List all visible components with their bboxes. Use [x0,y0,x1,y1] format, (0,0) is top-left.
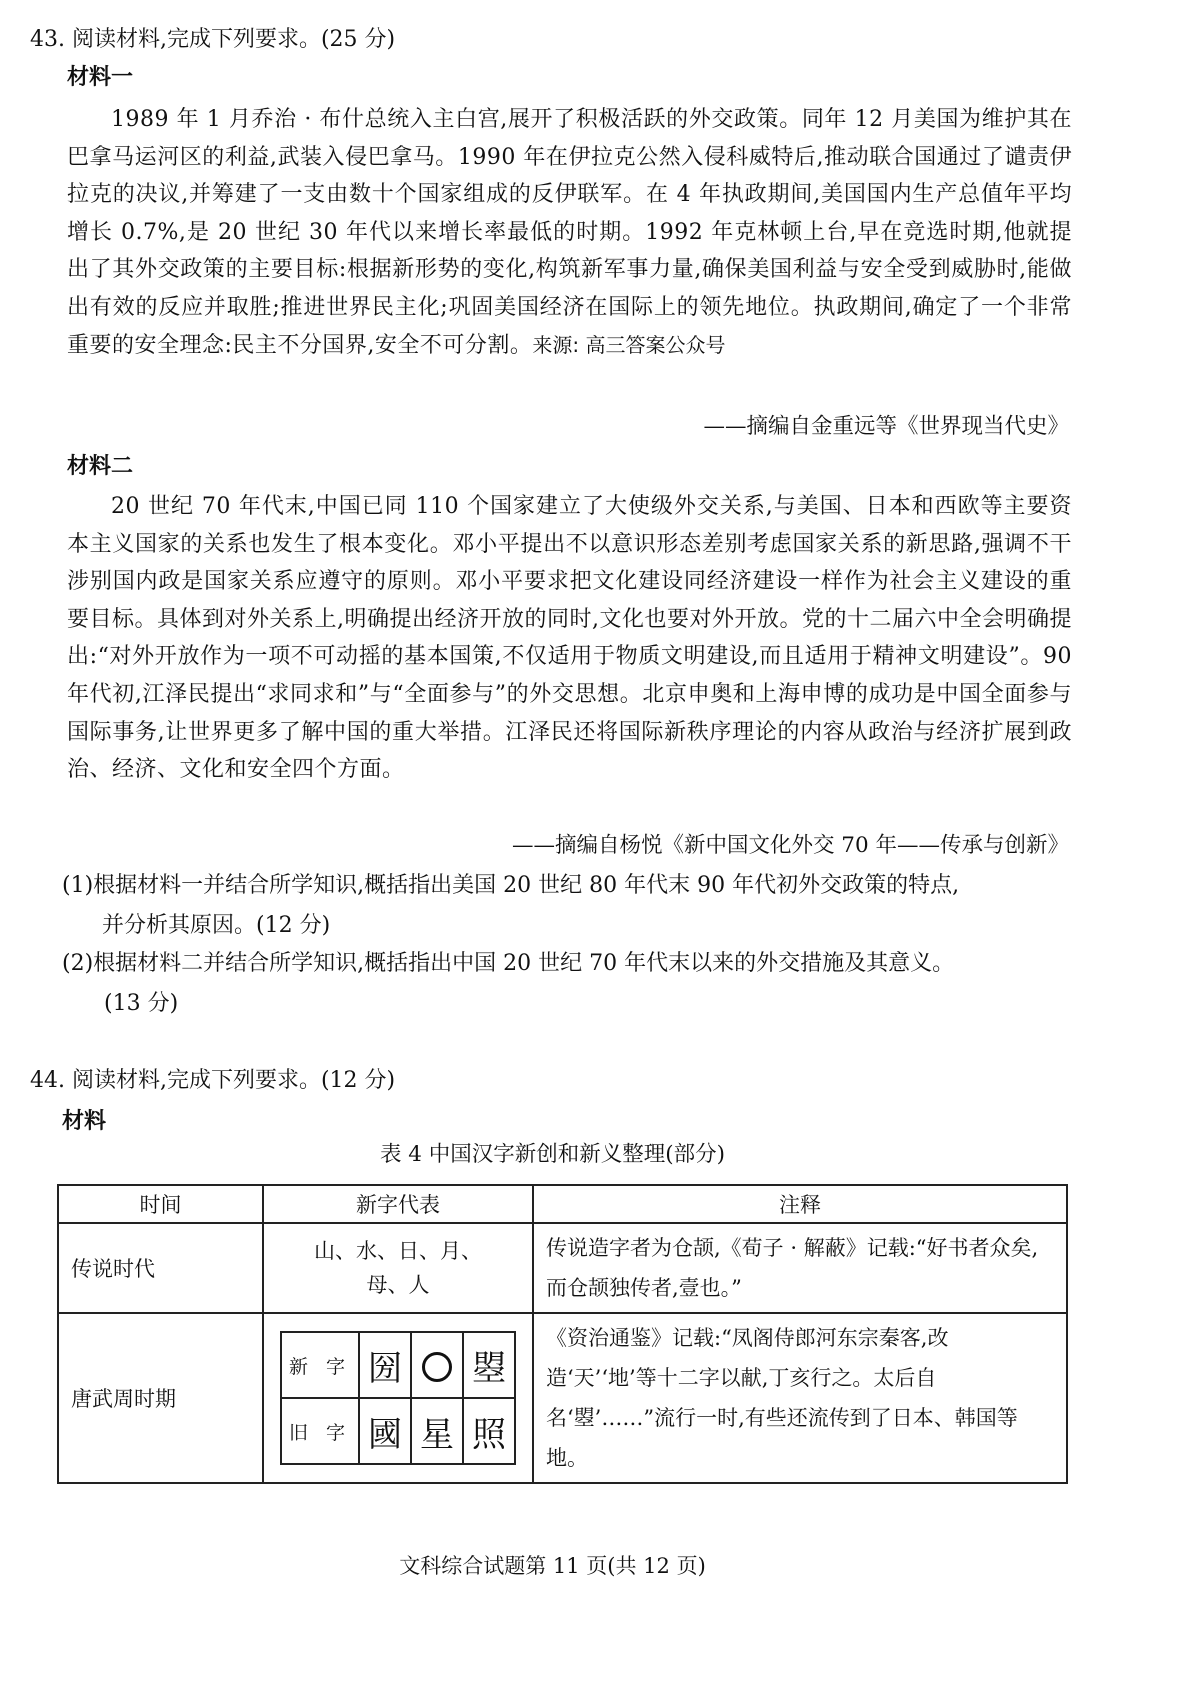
new-char-xing [411,1332,463,1398]
q43-sub2-line1: (2)根据材料二并结合所学知识,概括指出中国 20 世纪 70 年代末以来的外交措施及其意义。 [62,951,955,976]
new-char-guo: 圀 [359,1332,411,1398]
header-new-chars: 新字代表 [263,1185,533,1223]
watermark-text: 来源: 高三答案公众号 [532,332,726,357]
q43-material2-label: 材料二 [67,454,134,479]
q43-material1-body: 1989 年 1 月乔治 · 布什总统入主白宫,展开了积极活跃的外交政策。同年 12 月美国为维护其在巴拿马运河区的利益,武装入侵巴拿马。1990 年在伊拉克公然入侵科威特后,推动联合国通过了谴责伊拉克的决议,并筹建了一支由数十个国家组成的反伊联军。在 4 年执政期间,美国国内生产总值年平均增长 0.7%,是 20 世纪 30 年代以来增长率最低的时期。1992 年克林顿上台,早在竞选时期,他就提出了其外交政策的主要目标:根据新形势的变化,构筑新军事力量,确保美国利益与安全受到威胁时,能做出有效的反应并取胜;推进世界民主化;巩固美国经济在国际上的领先地位。执政期间,确定了一个非常重要的安全理念:民主不分国界,安全不可分割。 [67,107,1072,358]
q43-title: 43. 阅读材料,完成下列要求。(25 分) [30,27,396,52]
q43-material1-label: 材料一 [67,65,134,90]
q43-material1-source: ——摘编自金重远等《世界现当代史》 [703,414,1069,439]
q43-subquestion-1 [62,866,1072,946]
row1-period: 传说时代 [58,1223,263,1313]
row2-note: 《资治通鉴》记载:“凤阁侍郎河东宗秦客,改造‘天’‘地’等十二字以献,丁亥行之。太后自名‘曌’……”流行一时,有些还流传到了日本、韩国等地。 [533,1313,1067,1483]
old-char-label: 旧 字 [281,1398,359,1464]
header-period: 时间 [58,1185,263,1223]
table-row [58,1223,1067,1313]
char-comparison-grid [280,1331,516,1465]
header-note: 注释 [533,1185,1067,1223]
q44-material-label: 材料 [62,1109,107,1134]
old-char-xing: 星 [411,1398,463,1464]
row1-chars-line2: 母、人 [366,1273,430,1297]
q43-sub1-line1: (1)根据材料一并结合所学知识,概括指出美国 20 世纪 80 年代末 90 年代初外交政策的特点, [62,873,960,898]
old-char-row [281,1398,515,1464]
circle-char-icon [422,1352,452,1382]
page-footer: 文科综合试题第 11 页(共 12 页) [399,1554,706,1578]
row1-note: 传说造字者为仓颉,《荀子 · 解蔽》记载:“好书者众矣,而仓颉独传者,壹也。” [533,1223,1067,1313]
old-char-guo: 國 [359,1398,411,1464]
q43-material2-text: 20 世纪 70 年代末,中国已同 110 个国家建立了大使级外交关系,与美国、日本和西欧等主要资本主义国家的关系也发生了根本变化。邓小平提出不以意识形态差别考虑国家关系的新思路,强调不干涉别国内政是国家关系应遵守的原则。邓小平要求把文化建设同经济建设一样作为社会主义建设的重要目标。具体到对外关系上,明确提出经济开放的同时,文化也要对外开放。党的十二届六中全会明确提出:“对外开放作为一项不可动摇的基本国策,不仅适用于物质文明建设,而且适用于精神文明建设”。90 年代初,江泽民提出“求同求和”与“全面参与”的外交思想。北京申奥和上海申博的成功是中国全面参与国际事务,让世界更多了解中国的重大举措。江泽民还将国际新秩序理论的内容从政治与经济扩展到政治、经济、文化和安全四个方面。 [67,494,1072,783]
table-row [58,1313,1067,1483]
q43-sub2-line2: (13 分) [104,991,179,1016]
row2-period: 唐武周时期 [58,1313,263,1483]
new-char-zhao: 曌 [463,1332,515,1398]
q43-material2-source: ——摘编自杨悦《新中国文化外交 70 年——传承与创新》 [511,833,1069,858]
new-char-row [281,1332,515,1398]
q43-sub1-line2: 并分析其原因。(12 分) [102,913,331,938]
row1-new-chars [263,1223,533,1313]
q43-material1-text [67,101,1072,364]
new-char-label: 新 字 [281,1332,359,1398]
row2-new-chars [263,1313,533,1483]
characters-table [57,1184,1068,1484]
row1-chars-line1: 山、水、日、月、 [314,1239,482,1263]
old-char-zhao: 照 [463,1398,515,1464]
q43-subquestion-2 [62,944,1072,1024]
q44-title: 44. 阅读材料,完成下列要求。(12 分) [30,1068,396,1093]
table-caption: 表 4 中国汉字新创和新义整理(部分) [379,1142,726,1167]
table-header-row [58,1185,1067,1223]
